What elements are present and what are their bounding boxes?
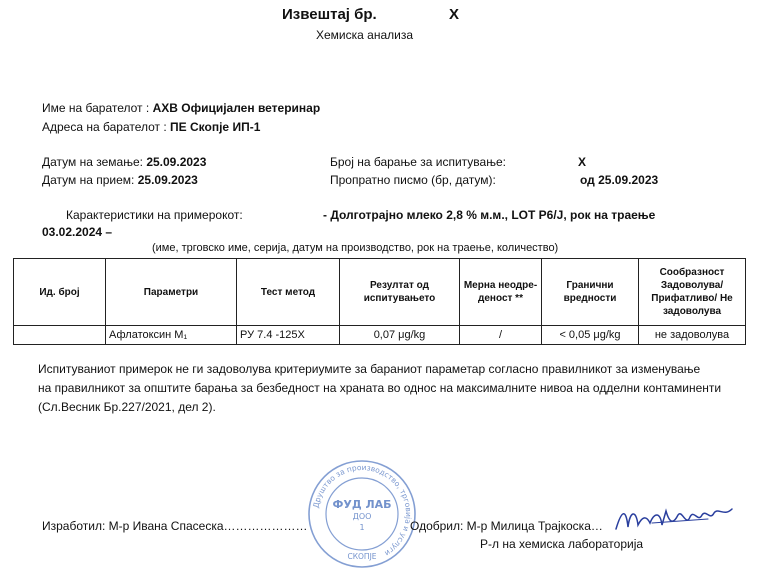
cell-parameter: Афлатоксин M₁ xyxy=(106,326,237,345)
header-uncertainty: Мерна неодре-деност ** xyxy=(460,259,542,326)
cell-uncertainty: / xyxy=(460,326,542,345)
handwritten-signature xyxy=(612,503,740,537)
sampling-date-label: Датум на земање: xyxy=(42,155,143,169)
header-test-method: Тест метод xyxy=(237,259,340,326)
cover-letter-label: Пропратно писмо (бр, датум): xyxy=(330,173,496,187)
cell-method: РУ 7.4 -125X xyxy=(237,326,340,345)
stamp-ring-text: Друштво за производство, трговија и услуги xyxy=(311,462,414,558)
approved-by: Одобрил: М-р Милица Трајкоска… xyxy=(410,519,603,533)
cell-limit: < 0,05 μg/kg xyxy=(542,326,639,345)
header-result: Резултат од испитувањето xyxy=(340,259,460,326)
stamp-sub-text: ДОО xyxy=(352,512,372,521)
approver-role: Р-л на хемиска лабораторија xyxy=(480,537,644,551)
table-row xyxy=(14,326,746,345)
received-date-row xyxy=(42,173,198,187)
conclusion-line-1: Испитуваниот примерок не ги задоволува критериумите за бараниот параметар согласно правилникот за изменување xyxy=(38,362,701,376)
cell-result: 0,07 μg/kg xyxy=(340,326,460,345)
sample-value-line2: 03.02.2024 – xyxy=(42,225,113,239)
results-table xyxy=(13,258,746,345)
conclusion-line-3: (Сл.Весник Бр.227/2021, дел 2). xyxy=(38,400,216,414)
request-number-label: Број на барање за испитување: xyxy=(330,155,506,169)
header-id: Ид. број xyxy=(14,259,106,326)
sample-label: Карактеристики на примерокот: xyxy=(66,208,243,222)
stamp-number: 1 xyxy=(359,523,365,532)
received-date-value: 25.09.2023 xyxy=(137,173,198,187)
table-header-row xyxy=(14,259,746,326)
applicant-address-label: Адреса на барателот : xyxy=(42,120,167,134)
conclusion-line-2: на правилникот за општите барања за безбедност на храната во однос на максималните нивоа на одделни контаминенти xyxy=(38,381,722,395)
cell-conformity: не задоволува xyxy=(639,326,746,345)
request-number-value: X xyxy=(578,155,587,169)
cover-letter-value: од 25.09.2023 xyxy=(580,173,659,187)
cell-id xyxy=(14,326,106,345)
sample-note: (име, трговско име, серија, датум на производство, рок на траење, количество) xyxy=(152,242,559,254)
header-parameters: Параметри xyxy=(106,259,237,326)
sampling-date-value: 25.09.2023 xyxy=(146,155,207,169)
header-conformity: Сообразност Задоволува/ Прифатливо/ Не задоволува xyxy=(639,259,746,326)
company-stamp xyxy=(306,458,418,570)
applicant-address-row xyxy=(42,120,260,134)
received-date-label: Датум на прием: xyxy=(42,173,135,187)
stamp-city: СКОПЈЕ xyxy=(347,552,377,561)
sample-value-line1: - Долготрајно млеко 2,8 % м.м., LOT P6/J, рок на траење xyxy=(323,208,656,222)
report-subtitle: Хемиска анализа xyxy=(316,28,414,42)
stamp-center-text: ФУД ЛАБ xyxy=(332,498,392,511)
applicant-name-value: АХВ Официјален ветеринар xyxy=(152,101,321,115)
applicant-name-label: Име на барателот : xyxy=(42,101,150,115)
prepared-by: Изработил: М-р Ивана Спасеска………………… xyxy=(42,519,308,533)
report-number: X xyxy=(449,6,460,23)
applicant-name-row xyxy=(42,101,320,115)
header-limits: Гранични вредности xyxy=(542,259,639,326)
report-title: Извештај бр. xyxy=(282,6,377,23)
sampling-date-row xyxy=(42,155,206,169)
conclusion-paragraph xyxy=(38,360,738,417)
applicant-address-value: ПЕ Скопје ИП-1 xyxy=(170,120,261,134)
